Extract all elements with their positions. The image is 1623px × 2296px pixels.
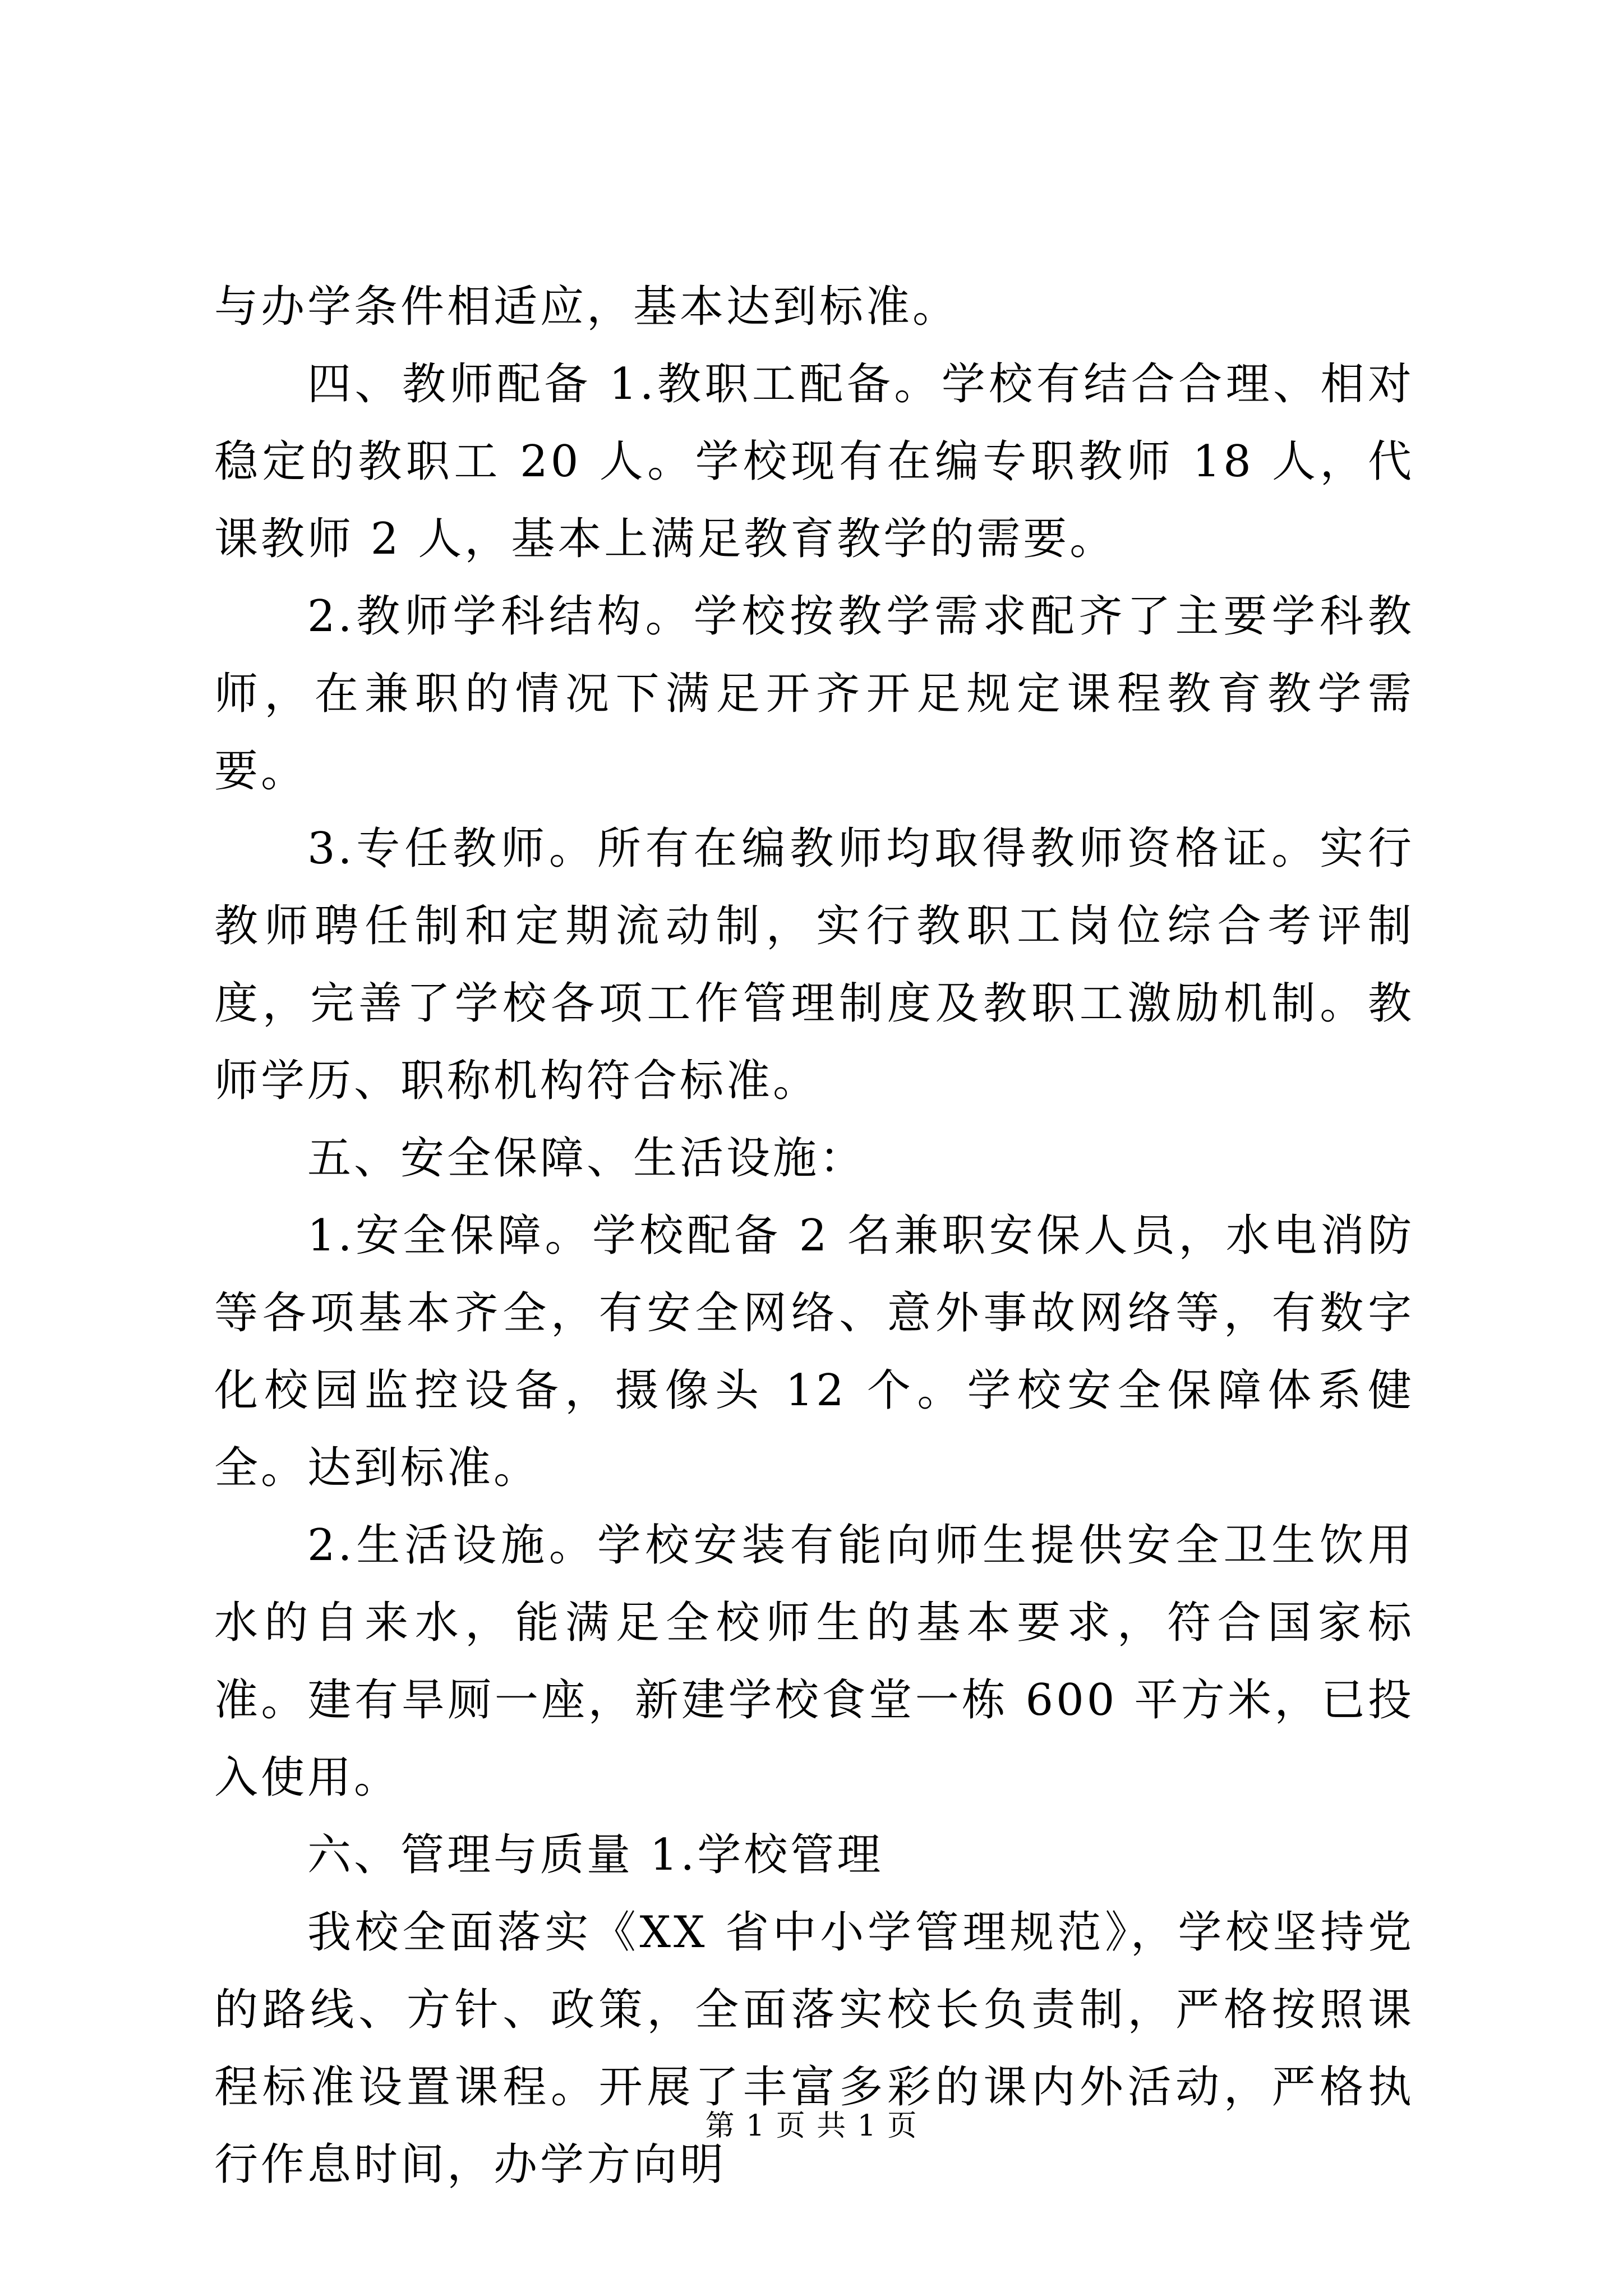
page-number-footer: 第 1 页 共 1 页 <box>705 2109 918 2143</box>
paragraph-2: 四、教师配备 1.教职工配备。学校有结合合理、相对稳定的教职工 20 人。学校现有在编专职教师 18 人，代课教师 2 人，基本上满足教育教学的需要。 <box>214 359 1414 564</box>
paragraph-4: 3.专任教师。所有在编教师均取得教师资格证。实行教师聘任制和定期流动制，实行教职工岗位综合考评制度，完善了学校各项工作管理制度及教职工激励机制。教师学历、职称机构符合标准。 <box>214 823 1414 1106</box>
paragraph-5: 五、安全保障、生活设施： <box>307 1133 866 1184</box>
paragraph-7: 2.生活设施。学校安装有能向师生提供安全卫生饮用水的自来水，能满足全校师生的基本要求，符合国家标准。建有旱厕一座，新建学校食堂一栋 600 平方米，已投入使用。 <box>214 1520 1414 1803</box>
paragraph-6: 1.安全保障。学校配备 2 名兼职安保人员，水电消防等各项基本齐全，有安全网络、意外事故网络等，有数字化校园监控设备，摄像头 12 个。学校安全保障体系健全。达到标准。 <box>214 1211 1414 1493</box>
paragraph-9: 我校全面落实《XX 省中小学管理规范》，学校坚持党的路线、方针、政策，全面落实校长负责制，严格按照课程标准设置课程。开展了丰富多彩的课内外活动，严格执行作息时间，办学方向明 <box>214 1907 1414 2190</box>
paragraph-3: 2.教师学科结构。学校按教学需求配齐了主要学科教师，在兼职的情况下满足开齐开足规定课程教育教学需要。 <box>214 591 1414 797</box>
document-body <box>214 268 1414 2203</box>
paragraph-1: 与办学条件相适应，基本达到标准。 <box>214 282 960 332</box>
paragraph-8: 六、管理与质量 1.学校管理 <box>307 1830 884 1880</box>
